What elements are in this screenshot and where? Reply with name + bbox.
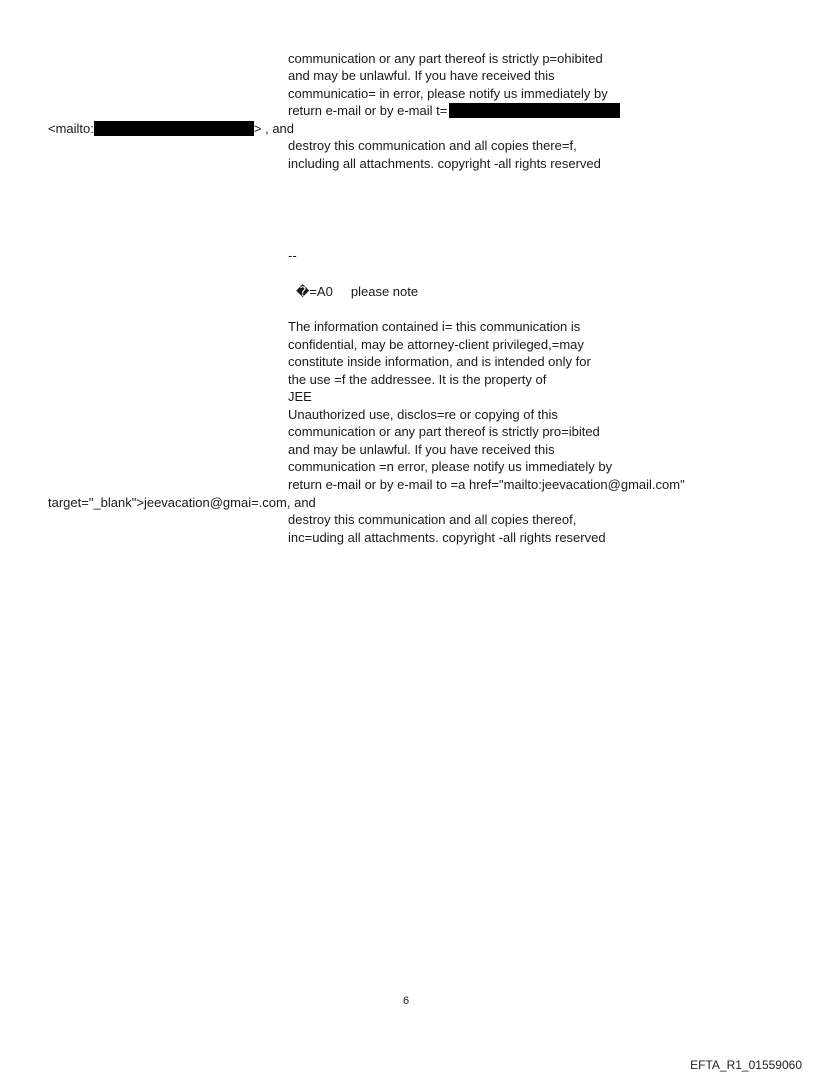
text-line: constitute inside information, and is intended only for — [288, 354, 591, 369]
note-line: �=A0 please note — [296, 284, 419, 299]
text-line: and may be unlawful. If you have received this — [288, 442, 555, 457]
text-segment: return e-mail or by e-mail t= — [288, 103, 448, 118]
page-number: 6 — [403, 995, 410, 1007]
text-line: communication or any part thereof is strictly p=ohibited — [288, 51, 603, 66]
text-line: confidential, may be attorney-client privileged,=may — [288, 337, 584, 352]
mailto-prefix: <mailto: — [48, 121, 94, 136]
document-id: EFTA_R1_01559060 — [690, 1058, 802, 1072]
text-line: communicatio= in error, please notify us immediately by — [288, 86, 608, 101]
text-line: and may be unlawful. If you have received this — [288, 68, 555, 83]
text-line: target="_blank">jeevacation@gmai=.com, and — [48, 495, 316, 510]
text-line: The information contained i= this communication is — [288, 319, 581, 334]
text-line: communication =n error, please notify us immediately by — [288, 459, 613, 474]
text-line — [288, 102, 620, 119]
text-line: return e-mail or by e-mail to =a href="mailto:jeevacation@gmail.com" — [288, 477, 685, 492]
text-line: JEE — [288, 389, 312, 404]
redaction-box — [94, 121, 254, 136]
text-line: communication or any part thereof is strictly pro=ibited — [288, 424, 600, 439]
text-line: Unauthorized use, disclos=re or copying of this — [288, 407, 558, 422]
text-line: destroy this communication and all copies thereof, — [288, 512, 577, 527]
text-line: inc=uding all attachments. copyright -all rights reserved — [288, 530, 606, 545]
text-line: the use =f the addressee. It is the property of — [288, 372, 547, 387]
text-line: including all attachments. copyright -all rights reserved — [288, 156, 601, 171]
redaction-box — [449, 103, 620, 118]
separator: -- — [288, 248, 297, 263]
text-line: destroy this communication and all copies there=f, — [288, 138, 577, 153]
mailto-suffix: > , and — [253, 121, 295, 136]
mailto-line — [48, 120, 294, 137]
